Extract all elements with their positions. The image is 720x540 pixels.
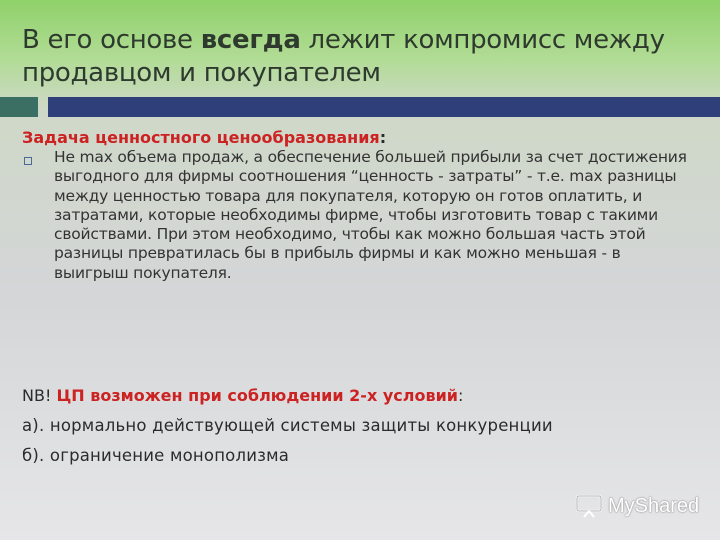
nb-colon: :	[458, 386, 464, 405]
title-bold: всегда	[200, 25, 301, 55]
condition-a: а). нормально действующей системы защиты конкуренции	[22, 416, 553, 435]
divider-right	[48, 97, 720, 117]
bullet-text: Не max объема продаж, а обеспечение большей прибыли за счет достижения выгодного для фирмы соотношения “ценность - затраты” - т.е. max разницы между ценностью товара для покупателя, которую он готов оплатить, и затратами, которые необходимы фирме, чтобы изготовить товар с такими свойствами. При этом необходимо, чтобы как можно большая часть этой разницы превратилась бы в прибыль фирмы и как можно меньшая - в выигрыш покупателя.	[54, 148, 687, 282]
subheading	[22, 128, 386, 147]
title-before: В его основе	[22, 25, 201, 55]
condition-b: б). ограничение монополизма	[22, 446, 290, 465]
nb-line	[22, 386, 463, 405]
presentation-board-icon	[574, 494, 604, 518]
bullet-item	[22, 148, 692, 283]
divider-left	[0, 97, 38, 117]
title-after: лежит компромисс между продавцом и покупателем	[22, 25, 665, 88]
watermark-text: MyShared	[608, 494, 700, 517]
square-bullet-icon	[24, 157, 32, 165]
watermark-logo	[574, 492, 699, 520]
subheading-colon: :	[379, 128, 387, 147]
nb-emphasis: ЦП возможен при соблюдении 2-х условий	[56, 386, 459, 405]
slide-title	[22, 24, 702, 90]
nb-label: NB!	[22, 386, 57, 405]
subheading-text: Задача ценностного ценообразования	[22, 128, 380, 147]
